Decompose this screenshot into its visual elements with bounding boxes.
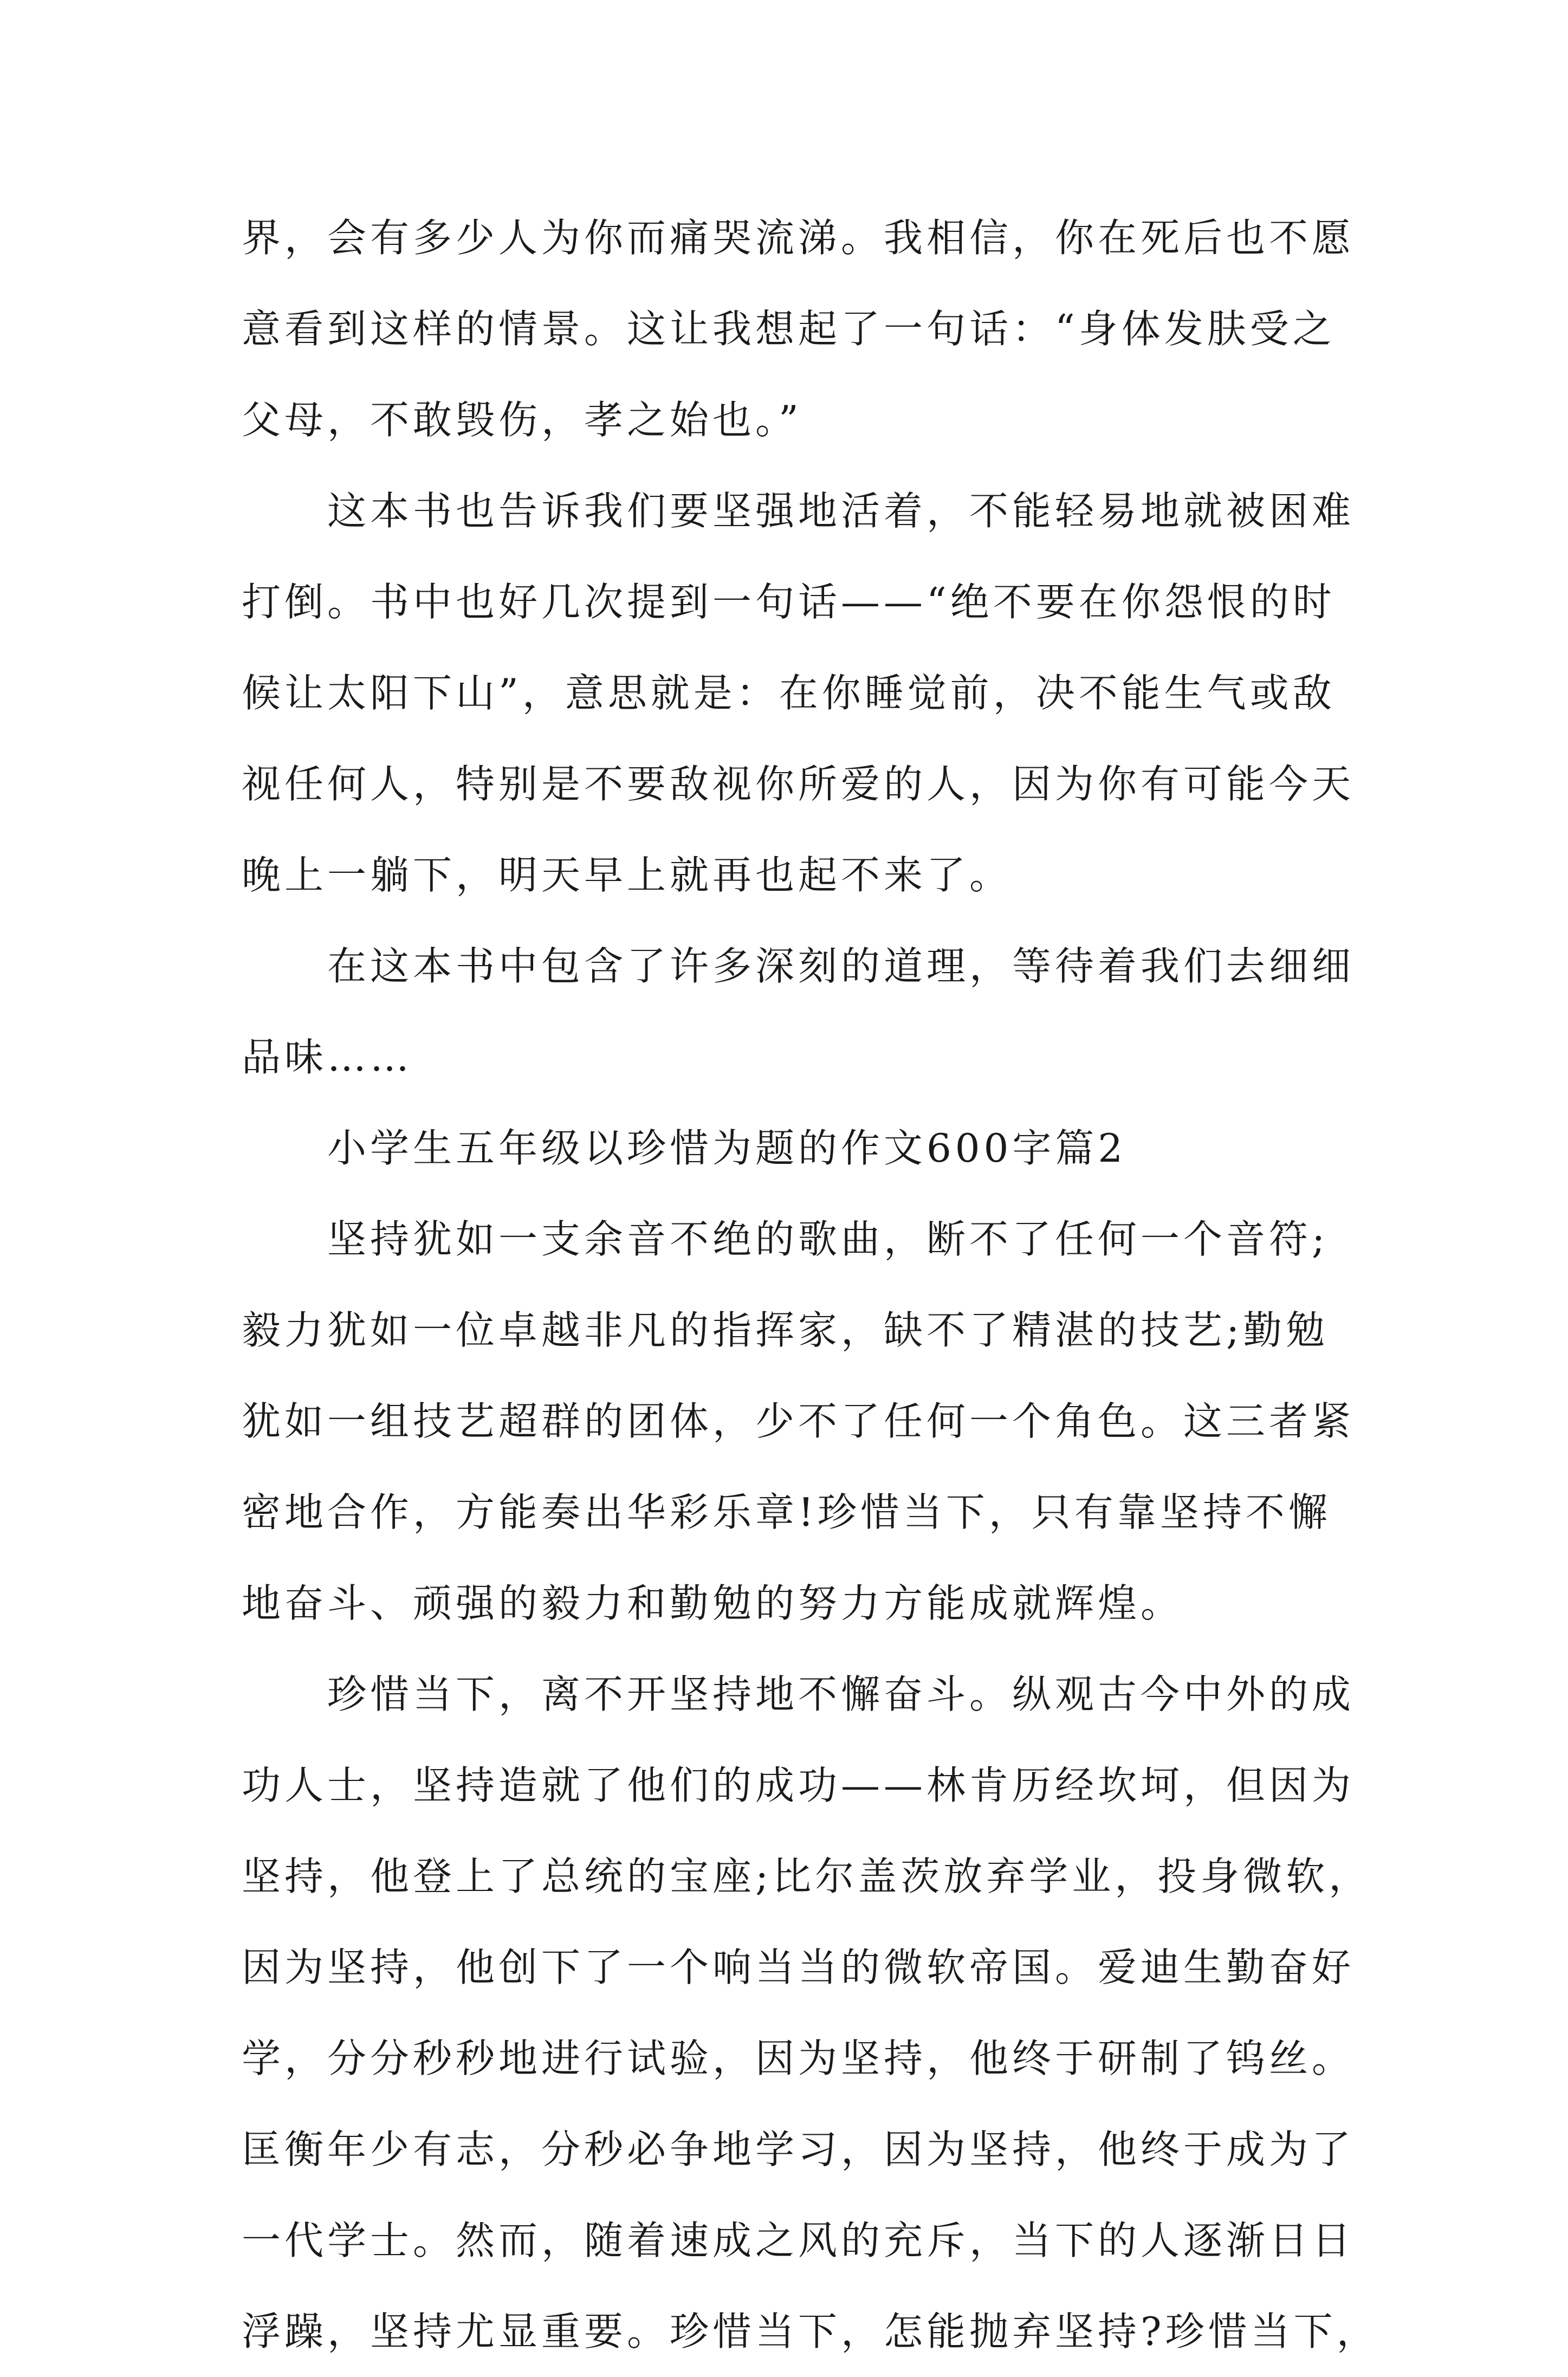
- text-line: 品味……: [242, 1034, 413, 1080]
- paragraph-first-line: 坚持犹如一支余音不绝的歌曲，断不了任何一个音符;: [327, 1216, 1329, 1262]
- body-text: [242, 192, 1379, 2377]
- text-line: 学，分分秒秒地进行试验，因为坚持，他终于研制了钨丝。: [242, 2036, 1355, 2081]
- text-line: 地奋斗、顽强的毅力和勤勉的努力方能成就辉煌。: [242, 1581, 1184, 1626]
- text-line: 父母，不敢毁伤，孝之始也。”: [242, 397, 802, 443]
- paragraph-first-line: 珍惜当下，离不开坚持地不懈奋斗。纵观古今中外的成: [327, 1672, 1355, 1717]
- text-line: 匡衡年少有志，分秒必争地学习，因为坚持，他终于成为了: [242, 2127, 1355, 2172]
- text-line: 浮躁，坚持尤显重要。珍惜当下，怎能抛弃坚持?珍惜当下，: [242, 2309, 1379, 2354]
- text-line: 打倒。书中也好几次提到一句话——“绝不要在你怨恨的时: [242, 579, 1336, 625]
- text-line: 界，会有多少人为你而痛哭流涕。我相信，你在死后也不愿: [242, 215, 1355, 261]
- text-line: 犹如一组技艺超群的团体，少不了任何一个角色。这三者紧: [242, 1398, 1355, 1444]
- text-line: 毅力犹如一位卓越非凡的指挥家，缺不了精湛的技艺;勤勉: [242, 1307, 1329, 1353]
- text-line: 功人士，坚持造就了他们的成功——林肯历经坎坷，但因为: [242, 1763, 1355, 1808]
- text-line: 坚持，他登上了总统的宝座;比尔盖茨放弃学业，投身微软，: [242, 1854, 1372, 1899]
- paragraph-first-line: 这本书也告诉我们要坚强地活着，不能轻易地就被困难: [327, 488, 1355, 534]
- text-line: 晚上一躺下，明天早上就再也起不来了。: [242, 852, 1013, 898]
- paragraph-first-line: 在这本书中包含了许多深刻的道理，等待着我们去细细: [327, 943, 1355, 989]
- text-line: 视任何人，特别是不要敌视你所爱的人，因为你有可能今天: [242, 761, 1355, 807]
- text-line: 因为坚持，他创下了一个响当当的微软帝国。爱迪生勤奋好: [242, 1945, 1355, 1990]
- text-line: 密地合作，方能奏出华彩乐章!珍惜当下，只有靠坚持不懈: [242, 1489, 1331, 1535]
- text-line: 意看到这样的情景。这让我想起了一句话：“身体发肤受之: [242, 306, 1336, 352]
- section-heading: 小学生五年级以珍惜为题的作文600字篇2: [327, 1125, 1127, 1171]
- text-line: 候让太阳下山”，意思就是：在你睡觉前，决不能生气或敌: [242, 670, 1336, 716]
- text-line: 一代学士。然而，随着速成之风的充斥，当下的人逐渐日日: [242, 2218, 1355, 2263]
